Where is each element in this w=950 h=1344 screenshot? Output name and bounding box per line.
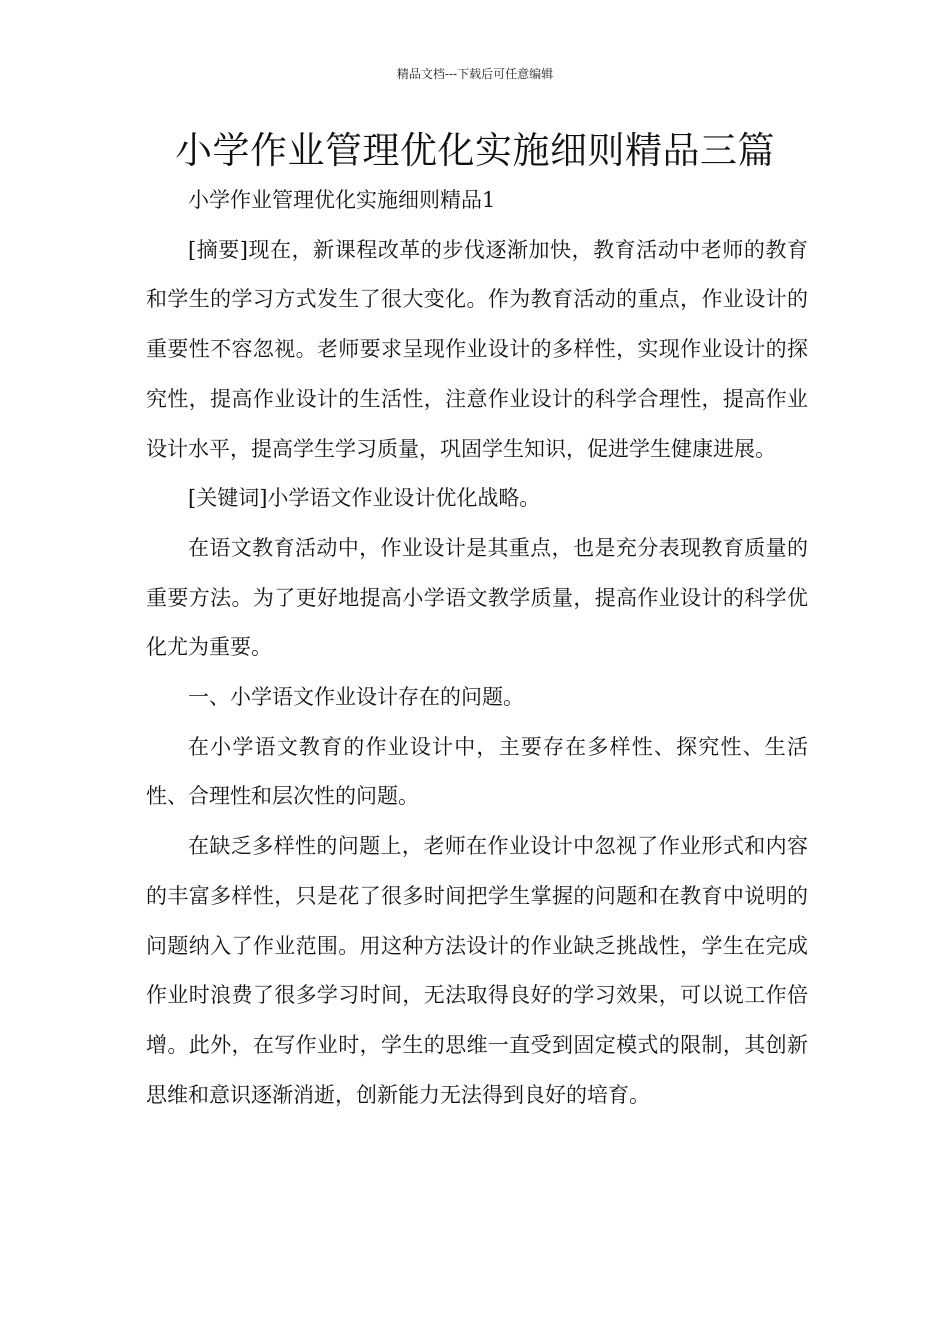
body-paragraph: 在小学语文教育的作业设计中，主要存在多样性、探究性、生活性、合理性和层次性的问题。	[146, 734, 808, 809]
keywords-paragraph: [关键词]小学语文作业设计优化战略。	[188, 486, 541, 511]
section-heading: 一、小学语文作业设计存在的问题。	[188, 685, 524, 710]
body-paragraph: 在语文教育活动中，作业设计是其重点，也是充分表现教育质量的重要方法。为了更好地提高小学语文教学质量，提高作业设计的科学优化尤为重要。	[146, 535, 808, 660]
header-note: 精品文档---下载后可任意编辑	[396, 67, 554, 81]
body-paragraph: 在缺乏多样性的问题上，老师在作业设计中忽视了作业形式和内容的丰富多样性，只是花了很多时间把学生掌握的问题和在教育中说明的问题纳入了作业范围。用这种方法设计的作业缺乏挑战性，学生在完成作业时浪费了很多学习时间，无法取得良好的学习效果，可以说工作倍增。此外，在写作业时，学生的思维一直受到固定模式的限制，其创新思维和意识逐渐消逝，创新能力无法得到良好的培育。	[146, 834, 808, 1107]
abstract-paragraph: [摘要]现在，新课程改革的步伐逐渐加快，教育活动中老师的教育和学生的学习方式发生了很大变化。作为教育活动的重点，作业设计的重要性不容忽视。老师要求呈现作业设计的多样性，实现作业设计的探究性，提高作业设计的生活性，注意作业设计的科学合理性，提高作业设计水平，提高学生学习质量，巩固学生知识，促进学生健康进展。	[146, 237, 808, 461]
subtitle-paragraph: 小学作业管理优化实施细则精品1	[188, 188, 496, 212]
document-body	[146, 176, 808, 1120]
document-title: 小学作业管理优化实施细则精品三篇	[175, 129, 775, 172]
